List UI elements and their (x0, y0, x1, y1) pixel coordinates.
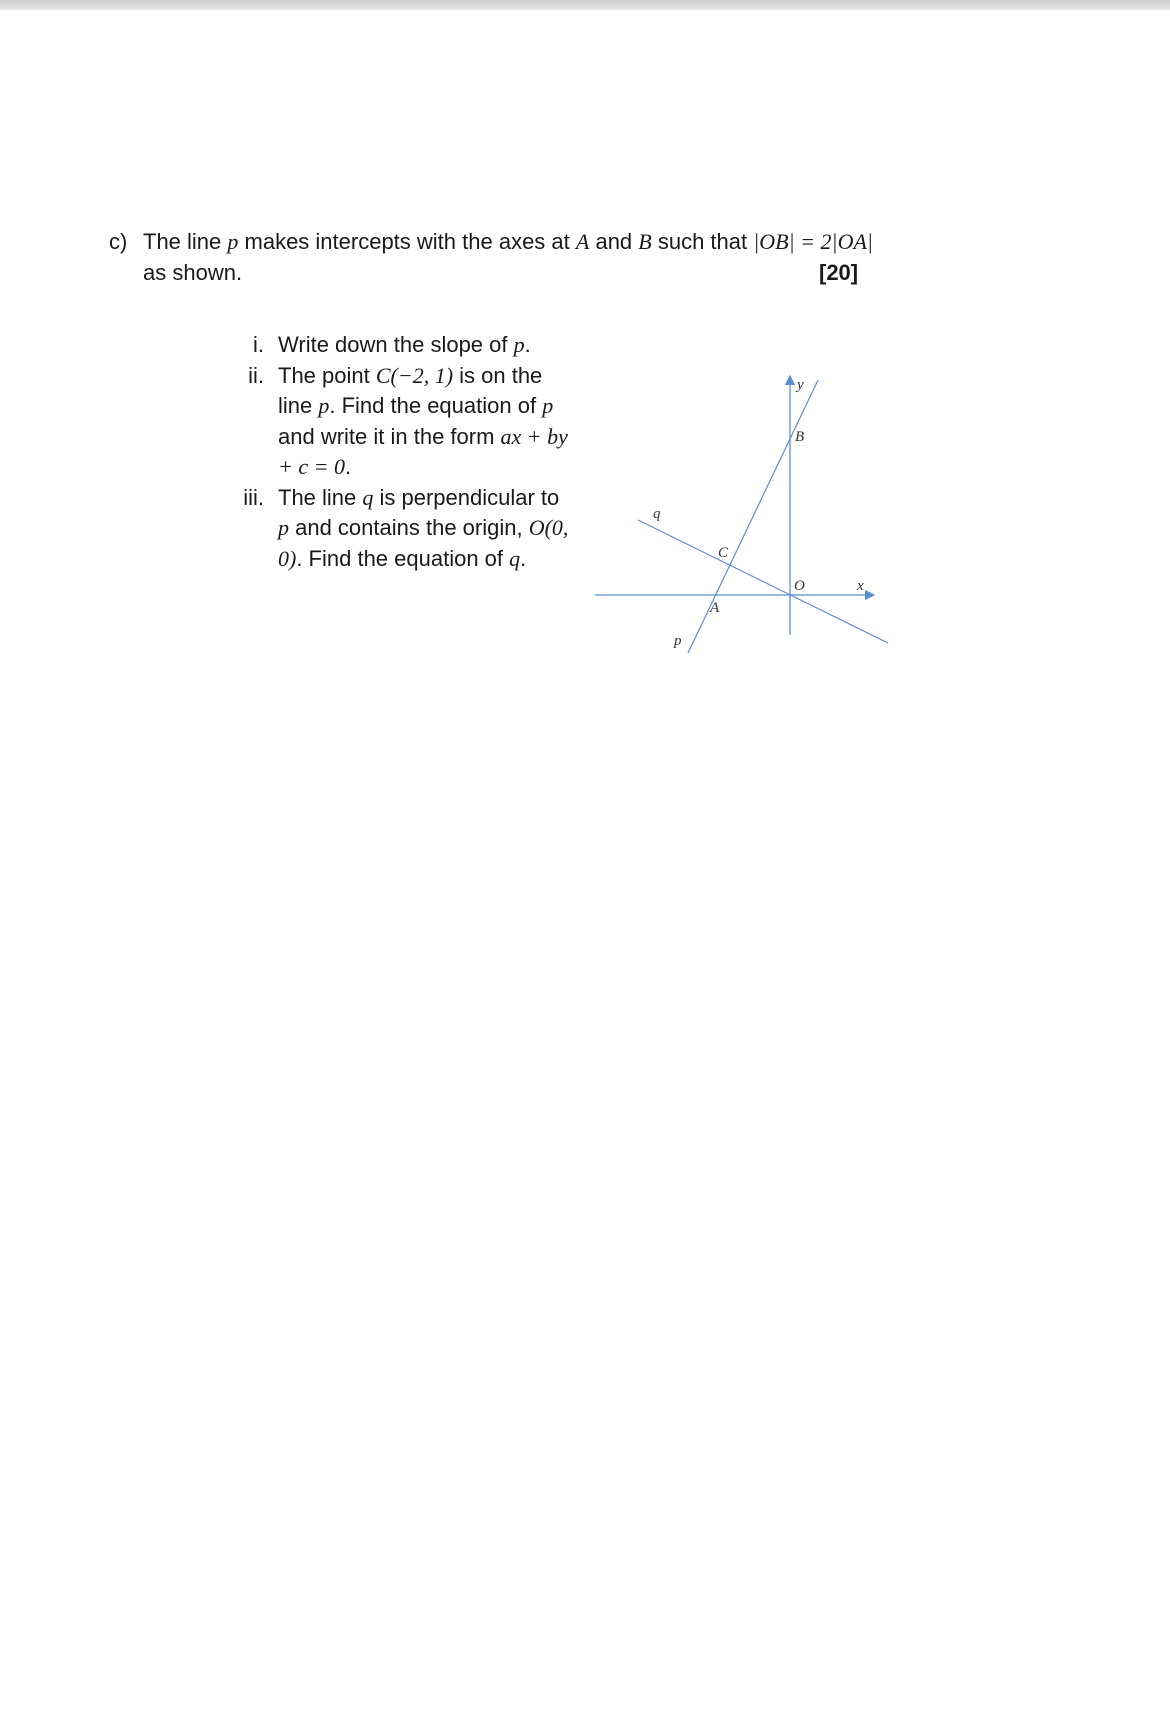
question-text-part: makes intercepts with the axes at (238, 229, 576, 254)
label-y: y (797, 377, 804, 393)
subpart-math: p (542, 393, 554, 418)
subpart-math: O(0, 0) (278, 515, 569, 571)
question-text (143, 226, 923, 288)
subpart-text: . Find the equation of (329, 393, 543, 418)
label-C: C (718, 545, 729, 561)
var-p: p (227, 229, 239, 254)
question-text-part: such that (651, 229, 754, 254)
line-p (688, 380, 818, 653)
label-q: q (653, 506, 661, 522)
subpart-math: ax + by + c = 0 (278, 423, 568, 479)
subpart-text: Write down the slope of (278, 332, 514, 357)
question-label: c) (109, 229, 128, 254)
label-B: B (795, 429, 805, 445)
subpart-number: ii. (248, 362, 264, 388)
subpart-ii (232, 361, 572, 483)
label-O: O (794, 578, 805, 594)
subpart-text: . (524, 332, 531, 357)
subpart-math: C(−2, 1) (375, 362, 454, 388)
question-text-part: and (589, 229, 639, 254)
label-p: p (674, 633, 682, 649)
subpart-math: q (362, 484, 374, 510)
subpart-i (232, 330, 572, 361)
condition-expression: |OB| = 2|OA| (753, 229, 873, 254)
question-text-part: as shown. (143, 260, 243, 285)
subparts-list (232, 330, 572, 574)
label-x: x (857, 578, 864, 594)
subpart-math: p (318, 393, 330, 418)
subpart-number: iii. (243, 484, 264, 510)
subpart-text: The point (278, 362, 376, 388)
subpart-text: and contains the origin, (289, 515, 529, 540)
var-B: B (638, 229, 652, 254)
top-bar (0, 0, 1170, 10)
subpart-text: . (520, 545, 527, 571)
subpart-math: p (513, 332, 525, 357)
subpart-math: p (278, 515, 289, 540)
subpart-text: . (344, 454, 352, 479)
subpart-text: is on the line (278, 362, 543, 418)
subpart-text: is perpendicular to (373, 484, 560, 510)
question-text-part: The line (143, 229, 228, 254)
line-q (638, 520, 888, 643)
var-A: A (575, 229, 590, 254)
label-A: A (710, 600, 720, 616)
subpart-number: i. (253, 332, 264, 357)
subpart-text: . Find the equation of (296, 545, 510, 571)
marks-badge: [20] (819, 260, 859, 285)
subpart-math: q (509, 545, 521, 571)
subpart-text: and write it in the form (278, 423, 501, 449)
subpart-text: The line (278, 484, 363, 510)
subpart-iii (232, 483, 572, 575)
coordinate-diagram (590, 370, 900, 660)
